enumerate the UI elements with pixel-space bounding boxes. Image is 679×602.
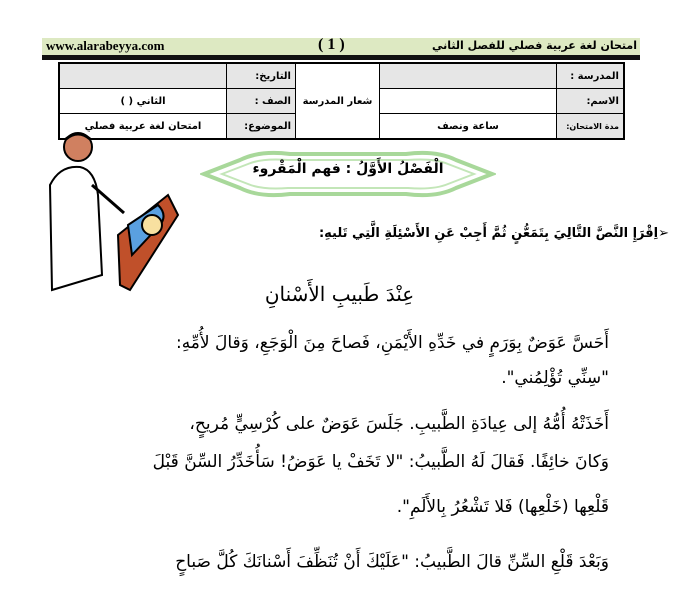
header-divider [42, 55, 640, 60]
story-line: أَخَذَتْهُ أُمُّهُ إلى عِيادَةِ الطَّبيبِ. جَلَسَ عَوَضٌ على كُرْسِيٍّ مُريحٍ، [189, 414, 609, 434]
story-line: وَكانَ خائِفًا. فَقالَ لَهُ الطَّبيبُ: "لا تَخَفْ يا عَوَضُ! سَأُخَدِّرُ السِّنَّ قَبْلَ [152, 452, 609, 472]
subject-value: امتحان لغة عربية فصلي [59, 114, 227, 140]
story-line: قَلْعِها (خَلْعِها) فَلا تَشْعُرُ بِالأَلَمِ". [396, 497, 609, 517]
subject-label: الموضوع: [227, 114, 296, 140]
website-url: www.alarabeyya.com [46, 38, 165, 53]
story-line: أَحَسَّ عَوَضٌ بِوَرَمٍ في خَدِّهِ الأَيْمَنِ، فَصاحَ مِنَ الْوَجَعِ، وَقالَ لأُمِّهِ: [175, 333, 609, 353]
story-line: "سِنِّي تُؤْلِمُني". [501, 368, 609, 388]
date-field[interactable] [59, 63, 227, 89]
date-label: التاريخ: [227, 63, 296, 89]
reading-instruction: ➢اِقْرَإِ النَّصَّ التَّالِيَ بِتَمَعُّنٍ ثُمَّ أَجِبْ عَنِ الأَسْئِلَةِ الَّتِي تَليهِ: [318, 226, 669, 241]
school-logo-placeholder: شعار المدرسة [296, 63, 380, 139]
grade-label: الصف : [227, 89, 296, 114]
name-label: الاسم: [557, 89, 625, 114]
name-field[interactable] [380, 89, 557, 114]
duration-value: ساعة ونصف [380, 114, 557, 140]
exam-title: امتحان لغة عربية فصلي للفصل الثاني [432, 39, 637, 52]
story-line: وَبَعْدَ قَلْعِ السِّنِّ قالَ الطَّبيبُ: "عَلَيْكَ أَنْ تُنَظِّفَ أَسْنانَكَ كُلَّ صَباحٍ [175, 552, 609, 572]
page-number: ( 1 ) [318, 36, 345, 53]
dentist-clipart [40, 125, 180, 300]
story-title: عِنْدَ طَبيبِ الأَسْنانِ [264, 282, 415, 306]
grade-field[interactable]: الثاني ( ) [59, 89, 227, 114]
duration-label: مدة الامتحان: [557, 114, 625, 140]
school-field[interactable] [380, 63, 557, 89]
school-label: المدرسة : [557, 63, 625, 89]
section-title: الْفَصْلُ الأَوَّلُ : فهم الْمَقْروء [252, 161, 444, 177]
